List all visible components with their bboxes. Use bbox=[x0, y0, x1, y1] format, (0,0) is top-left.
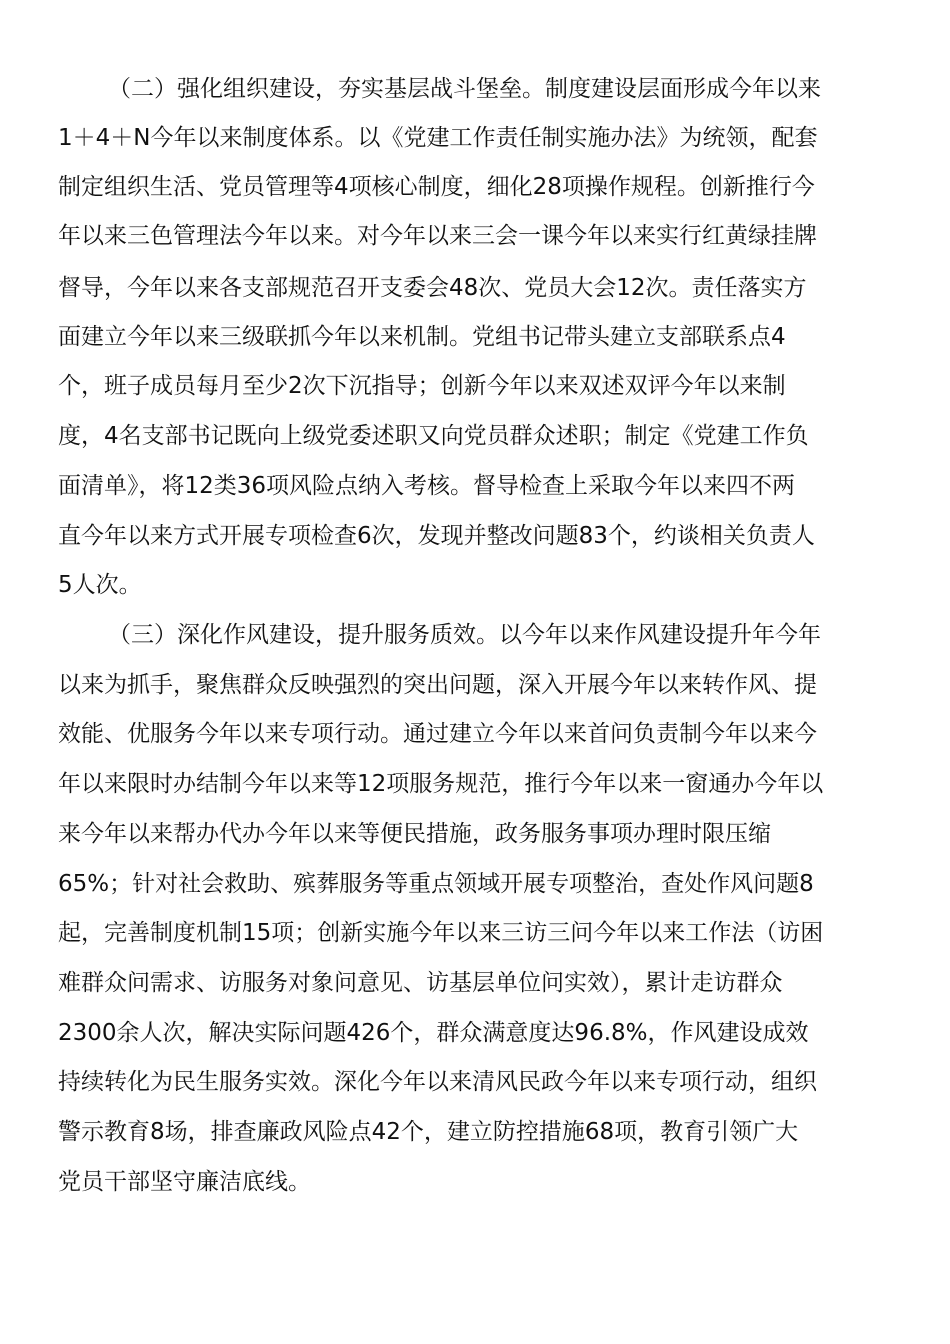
text-line: 督导，今年以来各支部规范召开支委会48次、党员大会12次。责任落实方 bbox=[58, 275, 807, 301]
text-line: 来今年以来帮办代办今年以来等便民措施，政务服务事项办理时限压缩 bbox=[58, 821, 771, 847]
text-line: 党员干部坚守廉洁底线。 bbox=[58, 1169, 311, 1195]
text-line: 难群众问需求、访服务对象问意见、访基层单位问实效），累计走访群众 bbox=[58, 970, 783, 996]
text-line: 5人次。 bbox=[58, 572, 142, 598]
text-line: 面建立今年以来三级联抓今年以来机制。党组书记带头建立支部联系点4 bbox=[58, 324, 786, 350]
text-line: 起，完善制度机制15项；创新实施今年以来三访三问今年以来工作法（访困 bbox=[58, 920, 824, 946]
text-line: 65%；针对社会救助、殡葬服务等重点领域开展专项整治，查处作风问题8 bbox=[58, 871, 814, 897]
text-line: 制定组织生活、党员管理等4项核心制度，细化28项操作规程。创新推行今 bbox=[58, 174, 815, 200]
text-line: 效能、优服务今年以来专项行动。通过建立今年以来首问负责制今年以来今 bbox=[58, 721, 817, 747]
text-line: 年以来三色管理法今年以来。对今年以来三会一课今年以来实行红黄绿挂牌 bbox=[58, 223, 817, 249]
paragraph-3-heading-line: （三）深化作风建设，提升服务质效。以今年以来作风建设提升年今年 bbox=[108, 622, 821, 648]
text-line: 面清单》，将12类36项风险点纳入考核。督导检查上采取今年以来四不两 bbox=[58, 473, 796, 499]
text-line: 2300余人次，解决实际问题426个，群众满意度达96.8%，作风建设成效 bbox=[58, 1020, 809, 1046]
paragraph-2-heading-line: （二）强化组织建设，夯实基层战斗堡垒。制度建设层面形成今年以来 bbox=[108, 76, 821, 102]
text-line: 持续转化为民生服务实效。深化今年以来清风民政今年以来专项行动，组织 bbox=[58, 1069, 817, 1095]
text-line: 警示教育8场，排查廉政风险点42个，建立防控措施68项，教育引领广大 bbox=[58, 1119, 799, 1145]
text-line: 直今年以来方式开展专项检查6次，发现并整改问题83个，约谈相关负责人 bbox=[58, 523, 815, 549]
text-line: 度，4名支部书记既向上级党委述职又向党员群众述职；制定《党建工作负 bbox=[58, 423, 809, 449]
text-line: 个，班子成员每月至少2次下沉指导；创新今年以来双述双评今年以来制 bbox=[58, 373, 786, 399]
text-line: 1＋4＋N今年以来制度体系。以《党建工作责任制实施办法》为统领，配套 bbox=[58, 125, 818, 151]
text-line: 以来为抓手，聚焦群众反映强烈的突出问题，深入开展今年以来转作风、提 bbox=[58, 672, 817, 698]
text-line: 年以来限时办结制今年以来等12项服务规范，推行今年以来一窗通办今年以 bbox=[58, 771, 824, 797]
